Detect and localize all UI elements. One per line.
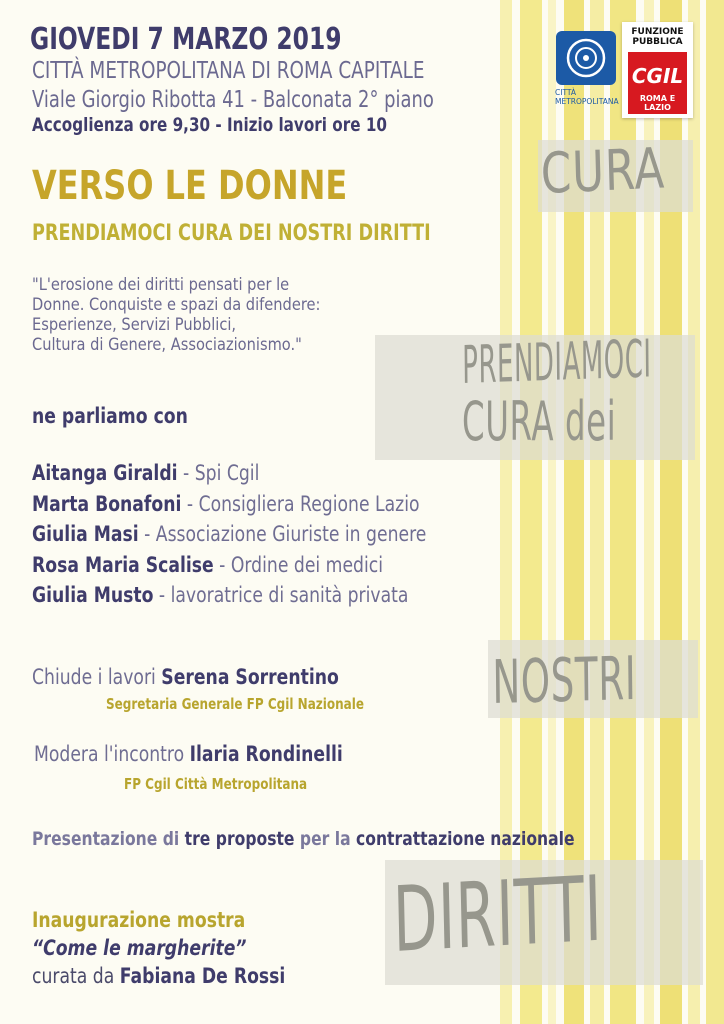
- speaker-item: [32, 550, 426, 581]
- event-quote: [32, 275, 367, 355]
- exhibition-curator-line: [32, 962, 285, 990]
- speaker-role: - Ordine dei medici: [213, 552, 384, 577]
- handwritten-prendiamoci: PRENDIAMOCI: [462, 329, 652, 396]
- event-address: Viale Giorgio Ribotta 41 - Balconata 2° piano: [32, 87, 434, 113]
- speakers-intro: ne parliamo con: [32, 404, 188, 428]
- event-institution: CITTÀ METROPOLITANA DI ROMA CAPITALE: [32, 58, 425, 84]
- metro-logo-line1: CITTÀ: [555, 88, 577, 97]
- moderator-name: Ilaria Rondinelli: [189, 742, 343, 766]
- cgil-region: ROMA E LAZIO: [639, 94, 676, 112]
- moderator: [34, 742, 411, 766]
- quote-line: Cultura di Genere, Associazionismo.": [32, 335, 302, 355]
- curator-name: Fabiana De Rossi: [119, 964, 286, 988]
- speaker-role: - lavoratrice di sanità privata: [153, 583, 409, 607]
- speaker-item: [32, 489, 426, 520]
- quote-line: "L'erosione dei diritti pensati per le: [32, 275, 290, 295]
- metro-emblem-icon: [555, 30, 617, 86]
- curator-prefix: curata da: [32, 964, 120, 988]
- quote-line: Donne. Conquiste e spazi da difendere:: [32, 295, 321, 315]
- event-date: GIOVEDI 7 MARZO 2019: [30, 22, 342, 57]
- event-subtitle: PRENDIAMOCI CURA DEI NOSTRI DIRITTI: [32, 221, 431, 246]
- event-title: VERSO LE DONNE: [32, 163, 348, 209]
- speaker-name: Giulia Masi: [32, 522, 139, 546]
- moderator-role: FP Cgil Città Metropolitana: [124, 775, 308, 793]
- speaker-item: [32, 580, 426, 611]
- handwritten-diritti: DIRITTI: [392, 856, 604, 973]
- metro-logo-line2: METROPOLITANA: [555, 97, 619, 106]
- speaker-name: Aitanga Giraldi: [32, 461, 178, 485]
- speaker-item: [32, 519, 426, 550]
- exhibition-block: [32, 906, 341, 990]
- speaker-item: [32, 458, 426, 489]
- speaker-role: - Spi Cgil: [177, 461, 260, 485]
- fp-logo-line1: FUNZIONE: [631, 27, 684, 37]
- fp-cgil-logo: [622, 22, 693, 118]
- exhibition-title: “Come le margherite”: [32, 936, 247, 960]
- speaker-name: Marta Bonafoni: [32, 491, 182, 516]
- speaker-name: Giulia Musto: [32, 583, 154, 607]
- fp-logo-line2: PUBBLICA: [632, 37, 683, 47]
- pres-part: Presentazione di: [32, 828, 185, 850]
- speaker-name: Rosa Maria Scalise: [32, 552, 214, 577]
- handwritten-nostri: NOSTRI: [492, 643, 637, 718]
- quote-line: Esperienze, Servizi Pubblici,: [32, 315, 237, 335]
- handwritten-cura: CURA: [540, 136, 666, 207]
- speakers-list: [32, 458, 513, 611]
- closing-prefix: Chiude i lavori: [32, 665, 162, 689]
- presentation-line: [32, 828, 694, 850]
- speaker-role: - Associazione Giuriste in genere: [138, 522, 427, 546]
- pres-part: per la: [294, 828, 357, 850]
- pres-highlight: tre proposte: [184, 828, 295, 850]
- cgil-red-box: [628, 52, 687, 114]
- pres-highlight: contrattazione nazionale: [356, 828, 575, 850]
- handwritten-cura-dei: CURA dei: [462, 390, 617, 453]
- event-schedule: Accoglienza ore 9,30 - Inizio lavori ore 10: [32, 114, 387, 136]
- closing-name: Serena Sorrentino: [161, 665, 339, 689]
- moderator-prefix: Modera l'incontro: [34, 742, 190, 766]
- speaker-role: - Consigliera Regione Lazio: [181, 491, 420, 516]
- closing-role: Segretaria Generale FP Cgil Nazionale: [106, 695, 365, 713]
- closing-speaker: [32, 665, 406, 689]
- citta-metropolitana-logo: [555, 30, 617, 116]
- exhibition-label: Inaugurazione mostra: [32, 908, 246, 932]
- cgil-wordmark: CGIL: [631, 64, 684, 88]
